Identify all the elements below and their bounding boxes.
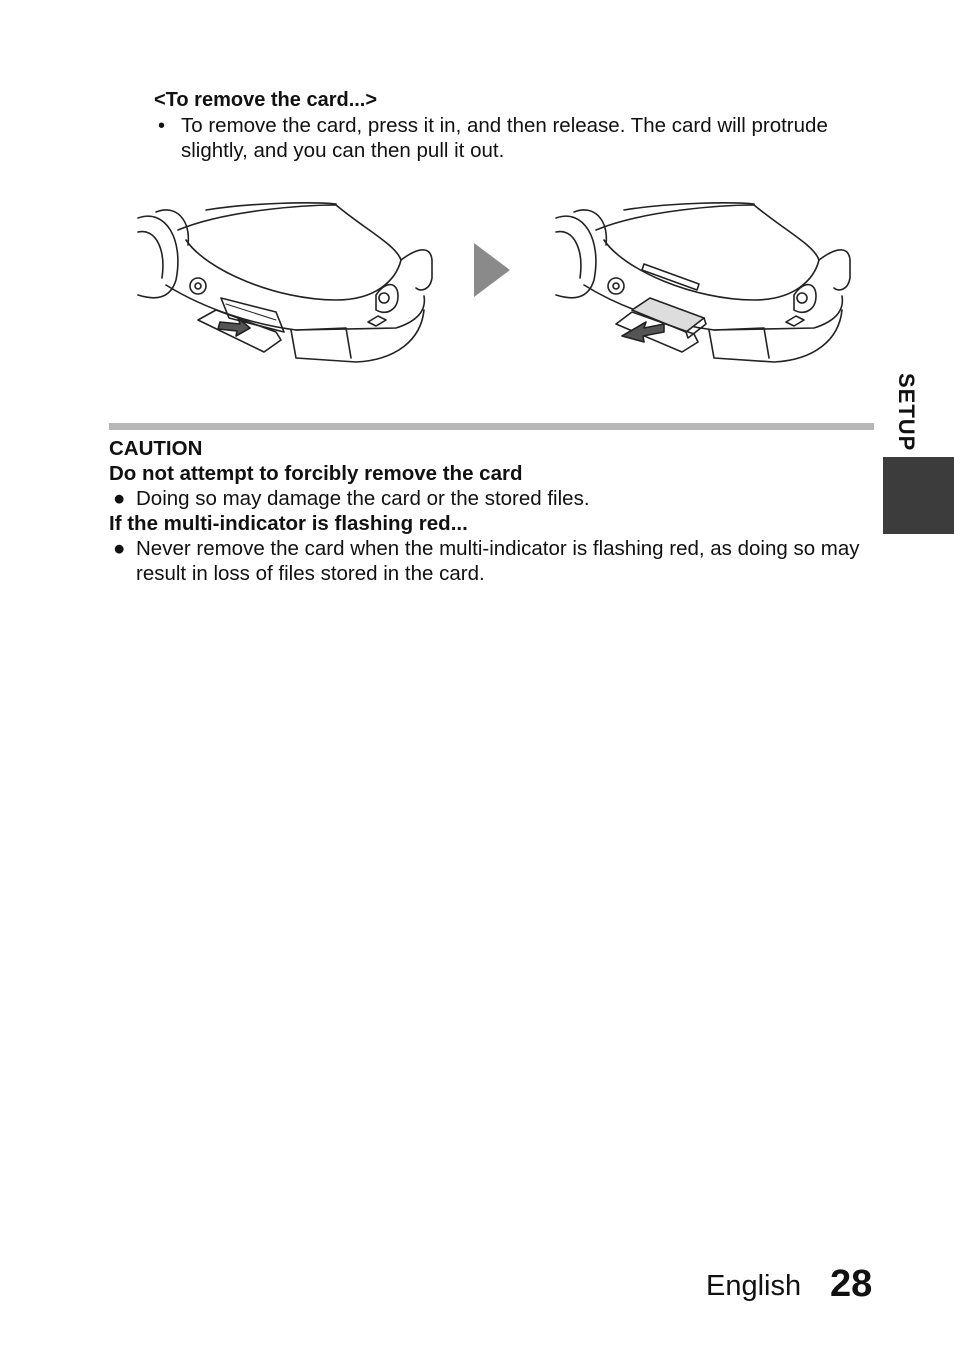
removal-instruction: To remove the card, press it in, and then release. The card will protrude slightly, and you can then pull it out. xyxy=(181,114,828,162)
caution-title: CAUTION xyxy=(109,437,203,460)
caution-heading-indicator: If the multi-indicator is flashing red... xyxy=(109,512,468,535)
footer-language: English xyxy=(706,1270,802,1302)
caution-block xyxy=(109,436,879,586)
list-item xyxy=(109,536,879,586)
caution-bullet-text: Never remove the card when the multi-indicator is flashing red, as doing so may result in loss of files stored in the card. xyxy=(136,537,860,585)
bullet-marker: ● xyxy=(113,487,126,510)
section-divider xyxy=(109,423,874,430)
list-item xyxy=(109,486,879,511)
section-tab-marker xyxy=(883,457,954,534)
caution-bullet-text: Doing so may damage the card or the stored files. xyxy=(136,487,590,510)
card-removal-illustration xyxy=(136,200,856,375)
section-side-label: SETUP xyxy=(894,373,919,452)
camera-card-pull-out xyxy=(556,203,850,362)
play-triangle-icon xyxy=(474,243,510,297)
removal-heading: <To remove the card...> xyxy=(154,89,378,111)
caution-heading-forcible: Do not attempt to forcibly remove the card xyxy=(109,462,523,485)
bullet-marker: ● xyxy=(113,537,126,560)
page-number: 28 xyxy=(830,1263,873,1305)
camera-card-push-in xyxy=(138,203,432,362)
bullet-marker: • xyxy=(158,115,166,137)
